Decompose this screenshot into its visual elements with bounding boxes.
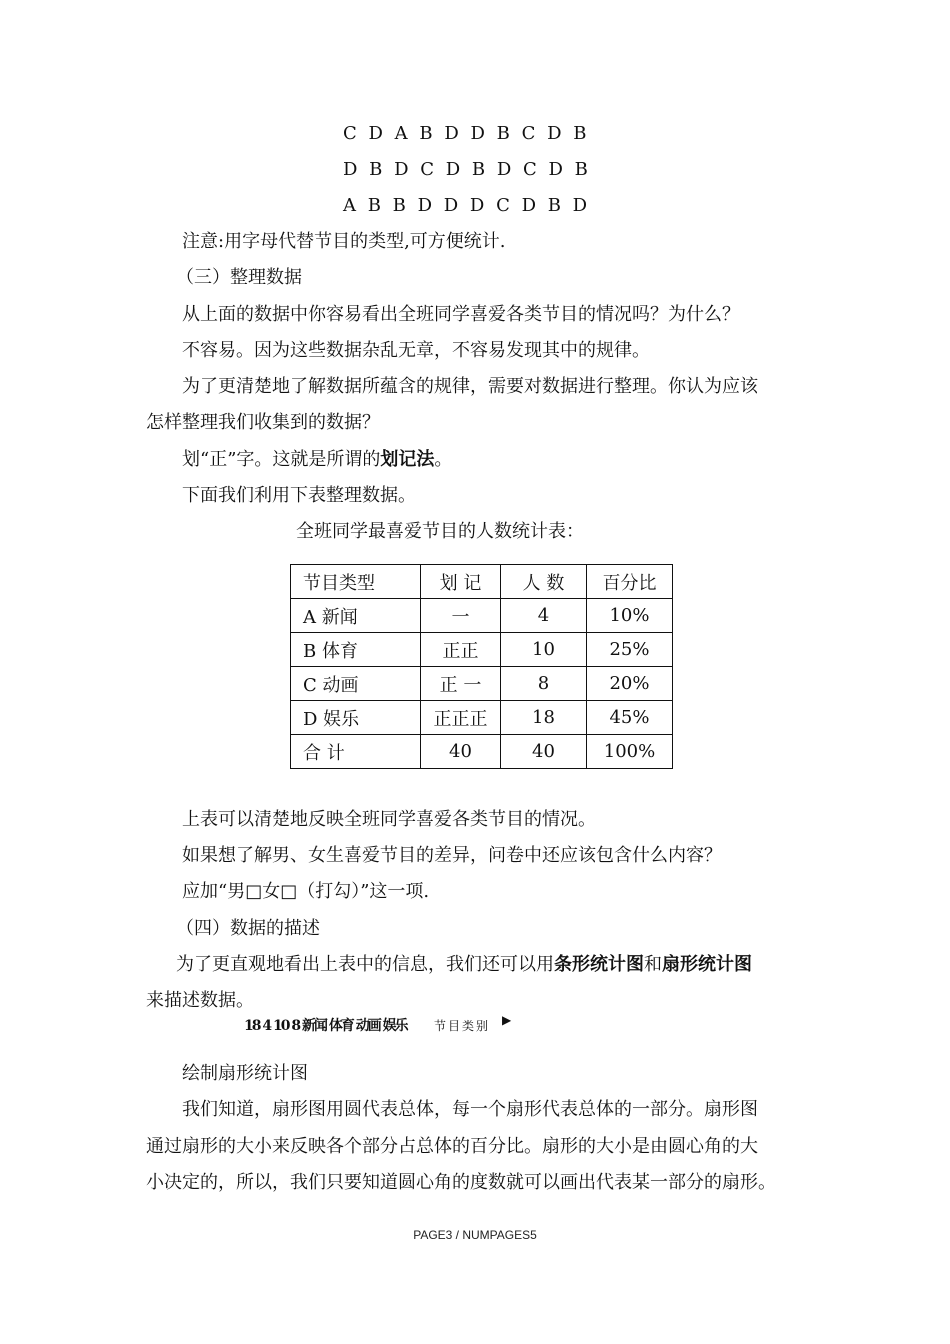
pie-chart-term: 扇形统计图 [662,954,752,975]
description-text: 为了更直观地看出上表中的信息，我们还可以用 [176,954,554,975]
statistics-table [290,564,673,769]
table-cell: 45% [587,701,673,735]
table-cell: 4 [501,599,587,633]
table-header-cell: 节目类型 [291,565,421,599]
table-total-row [291,735,673,769]
answer-text: 应加“男□女□（打勾）”这一项. [182,881,430,902]
table-cell: 8 [501,667,587,701]
section-heading: （四）数据的描述 [176,918,320,939]
table-header-row [291,565,673,599]
subsection-heading: 绘制扇形统计图 [182,1063,308,1084]
paragraph-line: 通过扇形的大小来反映各个部分占总体的百分比。扇形的大小是由圆心角的大 [146,1136,758,1157]
table-caption: 全班同学最喜爱节目的人数统计表： [296,521,584,542]
table-cell: 正正 [421,633,501,667]
table-cell: A 新闻 [291,599,421,633]
paragraph-line: 下面我们利用下表整理数据。 [182,485,416,506]
paragraph-line: 来描述数据。 [146,990,254,1011]
section-heading: （三）整理数据 [176,267,302,288]
chart-axis-label: 节目类别 [434,1019,491,1033]
letter-row: C D A B D D B C D B [343,123,590,144]
table-cell: 10% [587,599,673,633]
letter-row: D B D C D B D C D B [343,159,591,180]
table-cell: 合 计 [291,735,421,769]
table-cell: 10 [501,633,587,667]
tally-paragraph [182,448,452,472]
table-row [291,667,673,701]
paragraph-line: 上表可以清楚地反映全班同学喜爱各类节目的情况。 [182,809,596,830]
table-cell: 25% [587,633,673,667]
table-cell: 18 [501,701,587,735]
note-text: 注意:用字母代替节目的类型,可方便统计. [182,231,506,252]
table-cell: 20% [587,667,673,701]
question-text: 从上面的数据中你容易看出全班同学喜爱各类节目的情况吗？为什么？ [182,304,740,325]
paragraph-line: 怎样整理我们收集到的数据？ [146,412,380,433]
collapsed-chart-labels: 18 4 10 8 新闻 体育 动画 娱乐 [244,1018,407,1034]
tally-text-end: 。 [434,449,453,470]
bar-chart-term: 条形统计图 [554,954,644,975]
paragraph-line: 为了更清楚地了解数据所蕴含的规律，需要对数据进行整理。你认为应该 [182,376,758,397]
table-cell: C 动画 [291,667,421,701]
description-paragraph [176,953,752,977]
description-text-mid: 和 [644,954,662,975]
axis-arrow-icon: ▶ [502,1013,512,1027]
table-cell: 100% [587,735,673,769]
paragraph-line: 我们知道，扇形图用圆代表总体，每一个扇形代表总体的一部分。扇形图 [182,1099,758,1120]
paragraph-line: 小决定的，所以，我们只要知道圆心角的度数就可以画出代表某一部分的扇形。 [146,1172,776,1193]
tally-method-term: 划记法 [380,449,435,470]
table-row [291,599,673,633]
table-header-cell: 划 记 [421,565,501,599]
tally-text: 划“正”字。这就是所谓的 [182,449,381,470]
question-text: 如果想了解男、女生喜爱节目的差异，问卷中还应该包含什么内容？ [182,845,722,866]
table-header-cell: 百分比 [587,565,673,599]
table-cell: 一 [421,599,501,633]
table-row [291,633,673,667]
table-cell: 正正正 [421,701,501,735]
table-cell: 40 [501,735,587,769]
table-cell: B 体育 [291,633,421,667]
page-footer: PAGE3 / NUMPAGES5 [413,1228,537,1242]
table-cell: D 娱乐 [291,701,421,735]
letter-row: A B B D D D C D B D [343,195,591,216]
table-cell: 40 [421,735,501,769]
table-row [291,701,673,735]
table-cell: 正 一 [421,667,501,701]
table-header-cell: 人 数 [501,565,587,599]
answer-text: 不容易。因为这些数据杂乱无章，不容易发现其中的规律。 [182,340,650,361]
